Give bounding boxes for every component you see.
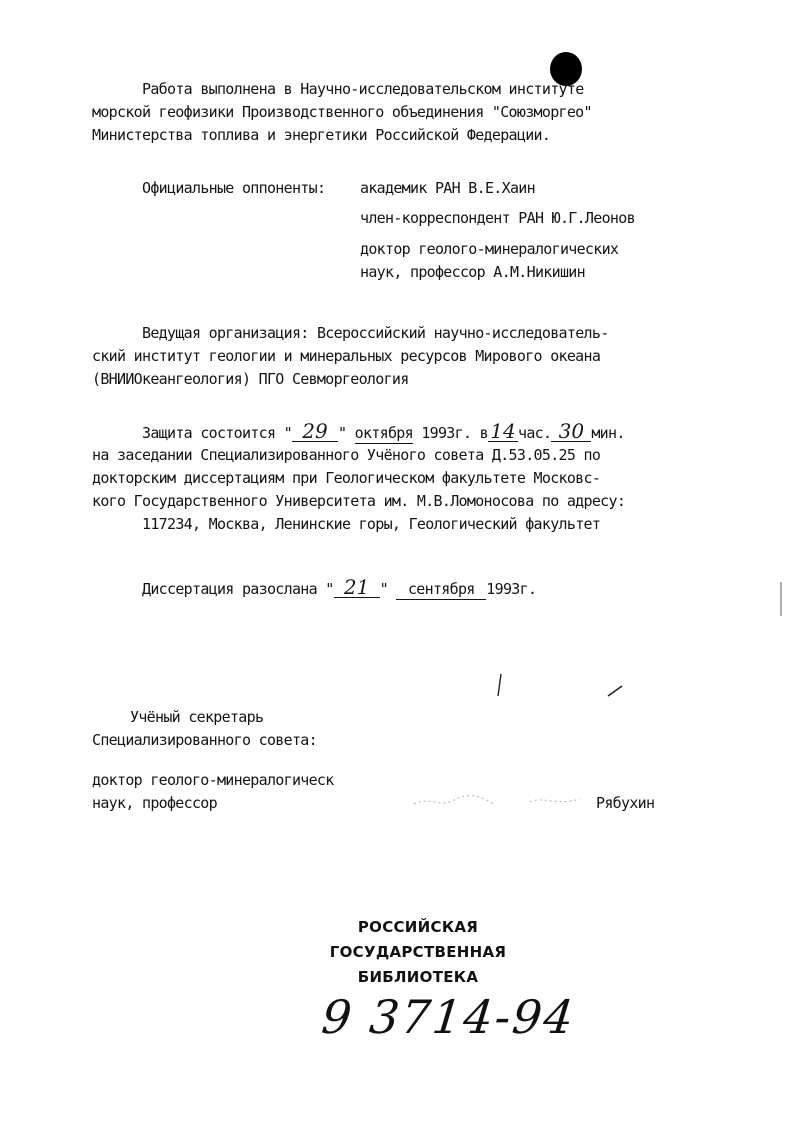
defense-prefix: Защита состоится	[142, 424, 276, 442]
edge-mark	[776, 580, 786, 620]
stamp-line-2: ГОСУДАРСТВЕННАЯ	[329, 943, 507, 961]
secretary-line-4: наук, профессор	[92, 794, 217, 812]
mailing-month: сентября	[396, 579, 486, 600]
defense-line-1: Защита состоится " 29 " октября 1993г. в 14 час. 30 мин.	[142, 419, 625, 443]
mailing-prefix: Диссертация разослана	[142, 580, 317, 598]
opponent-3-line-1: доктор геолого-минералогических	[360, 240, 619, 258]
opponent-1: академик РАН В.Е.Хаин	[360, 179, 535, 197]
stamp-line-1: РОССИЙСКАЯ	[357, 918, 479, 936]
leading-org-line-2: ский институт геологии и минеральных ресурсов Мирового океана	[92, 347, 601, 365]
defense-year: 1993г.	[421, 424, 472, 442]
secretary-line-3: доктор геолого-минералогическ	[92, 771, 334, 789]
defense-day: 29	[292, 421, 338, 442]
mailing-year: 1993г.	[486, 580, 537, 598]
defense-line-3: докторским диссертациям при Геологическом факультете Московс-	[92, 469, 601, 487]
stray-pen-mark	[495, 672, 505, 698]
defense-hour-unit: час.	[518, 424, 552, 442]
defense-line-5: 117234, Москва, Ленинские горы, Геологический факультет	[142, 515, 601, 533]
secretary-line-2: Специализированного совета:	[92, 731, 317, 749]
leading-org-line-3: (ВНИИОкеангеология) ПГО Севморгеология	[92, 370, 409, 388]
defense-minutes: 30	[551, 421, 591, 442]
faint-signature	[410, 790, 590, 810]
opponent-3-line-2: наук, профессор А.М.Никишин	[360, 263, 585, 281]
opponents-label: Официальные оппоненты:	[142, 179, 326, 197]
intro-line-1: Работа выполнена в Научно-исследовательском институте	[142, 80, 584, 98]
opponent-2: член-корреспондент РАН Ю.Г.Леонов	[360, 209, 635, 227]
leading-org-line-1: Ведущая организация: Всероссийский научно-исследователь-	[142, 324, 609, 342]
handwritten-inventory-number: 9 3714-94	[319, 990, 578, 1044]
intro-line-3: Министерства топлива и энергетики Российской Федерации.	[92, 126, 551, 144]
mailing-line: Диссертация разослана " 21 " сентября 1993г.	[142, 575, 537, 599]
library-stamp	[318, 915, 518, 990]
defense-minutes-unit: мин.	[591, 424, 625, 442]
secretary-name: Рябухин	[596, 794, 655, 812]
secretary-line-1: Учёный секретарь	[130, 708, 264, 726]
defense-hour: 14	[488, 421, 518, 442]
defense-line-2: на заседании Специализированного Учёного совета Д.53.05.25 по	[92, 446, 601, 464]
mailing-day: 21	[334, 577, 380, 598]
defense-line-4: кого Государственного Университета им. М.В.Ломоносова по адресу:	[92, 492, 626, 510]
stamp-line-3: БИБЛИОТЕКА	[357, 968, 479, 986]
stray-pen-tick	[606, 684, 624, 698]
defense-hour-prefix: в	[479, 424, 488, 442]
defense-month: октября	[354, 424, 413, 442]
intro-line-2: морской геофизики Производственного объединения "Союзморгео"	[92, 103, 592, 121]
